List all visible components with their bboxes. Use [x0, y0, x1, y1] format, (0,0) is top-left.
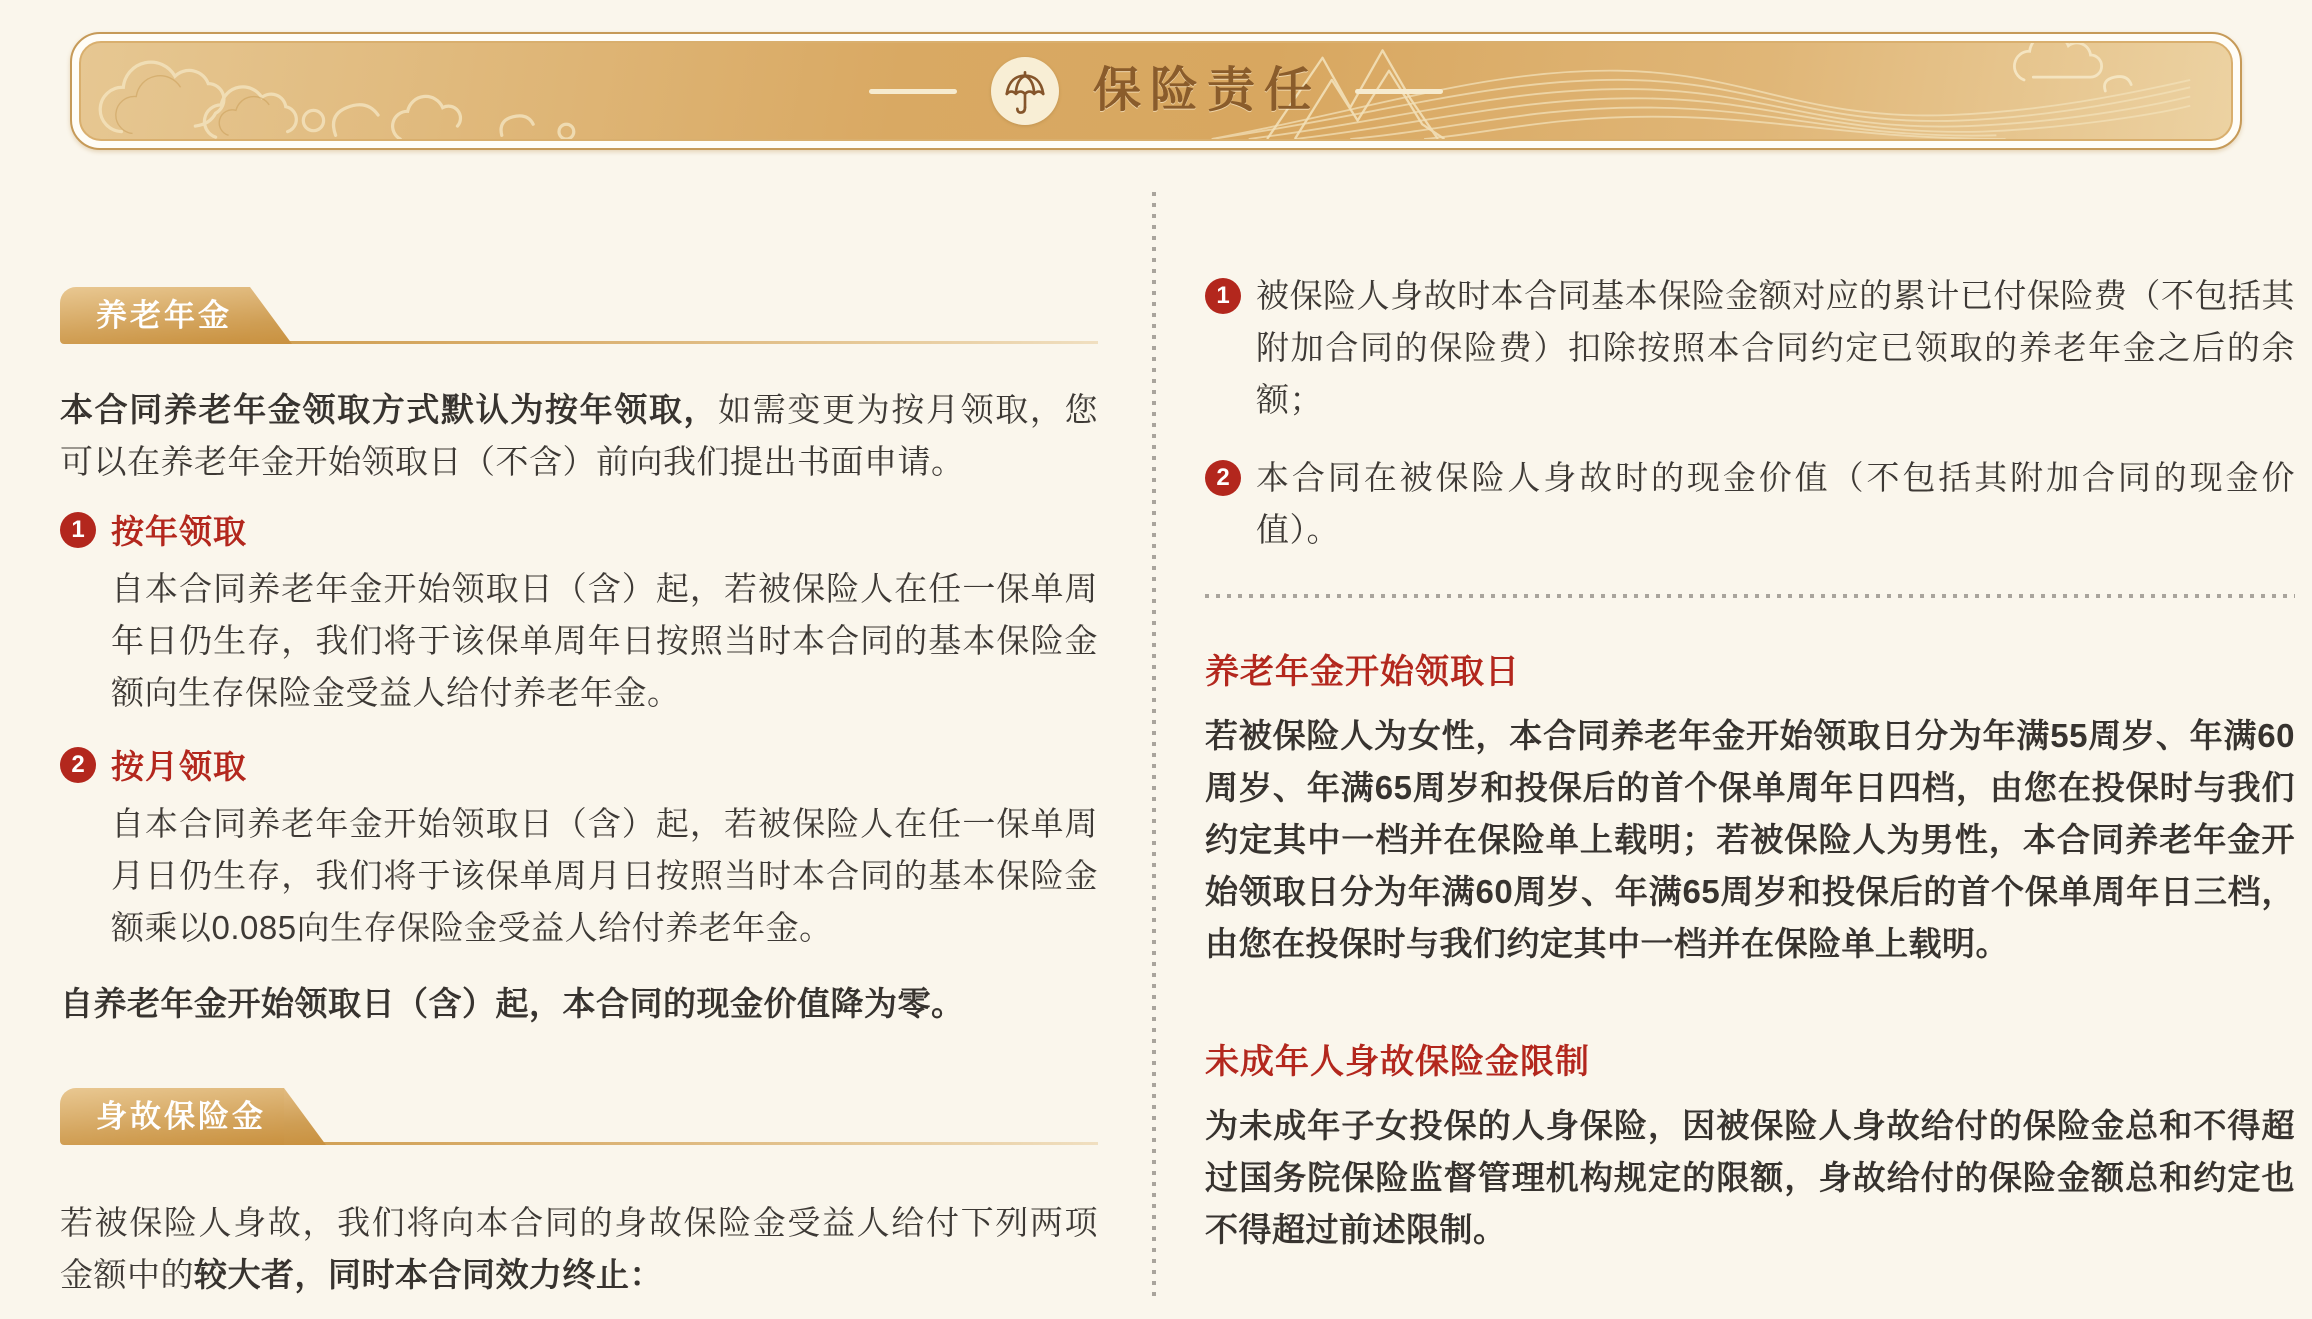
start-date-body: 若被保险人为女性，本合同养老年金开始领取日分为年满55周岁、年满60周岁、年满65周岁和投保后的首个保单周年日四档，由您在投保时与我们约定其中一档并在保险单上载明；若被保险人为男性，本合同养老年金开始领取日分为年满60周岁、年满65周岁和投保后的首个保单周年日三档，由您在投保时与我们约定其中一档并在保险单上载明。 — [1205, 717, 2295, 962]
banner-panel — [79, 41, 2233, 141]
number-2: 2 — [71, 750, 85, 778]
pension-intro-paragraph — [60, 384, 1098, 488]
banner — [70, 32, 2242, 150]
annual-payout-body: 自本合同养老年金开始领取日（含）起，若被保险人在任一保单周年日仍生存，我们将于该保单周年日按照当时本合同的基本保险金额向生存保险金受益人给付养老年金。 — [111, 570, 1098, 711]
pension-badge-label: 养老年金 — [96, 298, 232, 333]
death-intro-regular: 若被保险人身故，我们将向本合同的身故保险金受益人给付下列两项金额中的 — [60, 1204, 1098, 1293]
section-divider — [1205, 594, 2295, 598]
number-badge-2 — [1205, 460, 1241, 496]
death-benefit-detail-section — [1205, 270, 2295, 1256]
pension-annuity-badge — [60, 287, 250, 344]
death-amount-item-1 — [1205, 270, 2295, 426]
pension-intro-rest: 如需变更为按月领取，您可以在养老年金开始领取日（不含）前向我们提出书面申请。 — [60, 391, 1099, 480]
pension-badge-row — [60, 287, 1098, 344]
annual-payout-title: 按年领取 — [111, 513, 247, 550]
monthly-payout-heading — [60, 741, 1098, 788]
number-1: 1 — [1216, 282, 1230, 309]
pension-intro-bold: 本合同养老年金领取方式默认为按年领取， — [60, 391, 719, 428]
death-benefit-badge — [60, 1088, 284, 1145]
annual-payout-heading — [60, 506, 1098, 553]
death-amount-2-body: 本合同在被保险人身故时的现金价值（不包括其附加合同的现金价值）。 — [1256, 459, 2295, 548]
monthly-payout-body: 自本合同养老年金开始领取日（含）起，若被保险人在任一保单周月日仍生存，我们将于该保单周月日按照当时本合同的基本保险金额乘以0.085向生存保险金受益人给付养老年金。 — [111, 805, 1098, 946]
title-dash-right — [1355, 89, 1443, 94]
banner-title-group — [81, 43, 2231, 139]
death-intro-bold: 较大者，同时本合同效力终止： — [194, 1256, 663, 1293]
pension-annuity-section — [60, 287, 1098, 1301]
page-title: 保险责任 — [1092, 64, 1321, 117]
title-dash-left — [869, 89, 957, 94]
monthly-payout-title: 按月领取 — [111, 748, 247, 785]
number-badge-2 — [60, 747, 96, 783]
death-amount-1-body: 被保险人身故时本合同基本保险金额对应的累计已付保险费（不包括其附加合同的保险费）扣除按照本合同约定已领取的养老年金之后的余额； — [1256, 277, 2295, 418]
death-amount-item-2 — [1205, 452, 2295, 556]
death-badge-label: 身故保险金 — [96, 1099, 266, 1134]
start-date-heading: 养老年金开始领取日 — [1205, 653, 1520, 691]
death-benefit-badge-row — [60, 1088, 1098, 1145]
cash-value-zero-note: 自养老年金开始领取日（含）起，本合同的现金价值降为零。 — [60, 985, 965, 1022]
minor-limit-heading: 未成年人身故保险金限制 — [1205, 1043, 1590, 1081]
column-divider — [1152, 192, 1156, 1297]
number-1: 1 — [71, 515, 85, 543]
death-benefit-intro — [60, 1197, 1098, 1301]
number-2: 2 — [1216, 464, 1230, 491]
umbrella-icon — [991, 57, 1059, 125]
number-badge-1 — [60, 512, 96, 548]
number-badge-1 — [1205, 278, 1241, 314]
minor-limit-body: 为未成年子女投保的人身保险，因被保险人身故给付的保险金总和不得超过国务院保险监督管理机构规定的限额，身故给付的保险金额总和约定也不得超过前述限制。 — [1205, 1107, 2295, 1248]
